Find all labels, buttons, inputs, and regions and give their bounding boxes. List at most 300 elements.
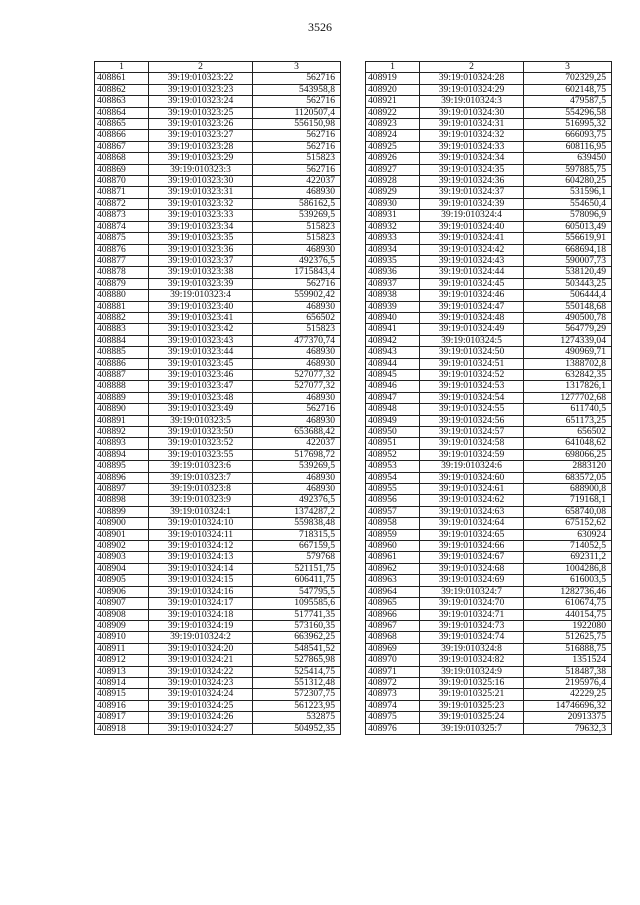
row-number-cell: 408895 xyxy=(95,461,149,472)
table-row xyxy=(95,632,341,643)
cadastral-number-cell: 39:19:010324:65 xyxy=(420,529,524,540)
cadastral-number-cell: 39:19:010324:13 xyxy=(149,552,253,563)
table-row xyxy=(95,392,341,403)
value-cell: 516888,75 xyxy=(524,643,612,654)
row-number-cell: 408920 xyxy=(366,84,420,95)
value-cell: 559902,42 xyxy=(253,290,341,301)
row-number-cell: 408901 xyxy=(95,529,149,540)
cadastral-number-cell: 39:19:010323:27 xyxy=(149,130,253,141)
table-row xyxy=(366,472,612,483)
cadastral-number-cell: 39:19:010323:6 xyxy=(149,461,253,472)
cadastral-number-cell: 39:19:010324:56 xyxy=(420,415,524,426)
row-number-cell: 408961 xyxy=(366,552,420,563)
value-cell: 656502 xyxy=(524,427,612,438)
table-row xyxy=(95,541,341,552)
row-number-cell: 408940 xyxy=(366,312,420,323)
row-number-cell: 408907 xyxy=(95,598,149,609)
table-row xyxy=(366,712,612,723)
table-row xyxy=(95,427,341,438)
value-cell: 532875 xyxy=(253,712,341,723)
table-row xyxy=(95,643,341,654)
cadastral-number-cell: 39:19:010324:30 xyxy=(420,107,524,118)
value-cell: 539269,5 xyxy=(253,210,341,221)
cadastral-number-cell: 39:19:010324:3 xyxy=(420,96,524,107)
table-row xyxy=(366,392,612,403)
table-row xyxy=(95,301,341,312)
value-cell: 492376,5 xyxy=(253,495,341,506)
cadastral-number-cell: 39:19:010324:74 xyxy=(420,632,524,643)
cadastral-number-cell: 39:19:010324:61 xyxy=(420,484,524,495)
row-number-cell: 408863 xyxy=(95,96,149,107)
table-row xyxy=(366,461,612,472)
row-number-cell: 408925 xyxy=(366,141,420,152)
row-number-cell: 408947 xyxy=(366,392,420,403)
cadastral-number-cell: 39:19:010324:24 xyxy=(149,689,253,700)
cadastral-number-cell: 39:19:010324:27 xyxy=(149,723,253,734)
table-row xyxy=(95,415,341,426)
table-row xyxy=(95,700,341,711)
row-number-cell: 408897 xyxy=(95,484,149,495)
table-row xyxy=(95,119,341,130)
table-row xyxy=(95,472,341,483)
row-number-cell: 408937 xyxy=(366,278,420,289)
cadastral-number-cell: 39:19:010324:62 xyxy=(420,495,524,506)
value-cell: 719168,1 xyxy=(524,495,612,506)
row-number-cell: 408952 xyxy=(366,449,420,460)
row-number-cell: 408914 xyxy=(95,677,149,688)
row-number-cell: 408958 xyxy=(366,518,420,529)
cadastral-number-cell: 39:19:010324:17 xyxy=(149,598,253,609)
row-number-cell: 408879 xyxy=(95,278,149,289)
cadastral-number-cell: 39:19:010324:29 xyxy=(420,84,524,95)
cadastral-number-cell: 39:19:010324:14 xyxy=(149,563,253,574)
value-cell: 503443,25 xyxy=(524,278,612,289)
table-row xyxy=(366,529,612,540)
value-cell: 602148,75 xyxy=(524,84,612,95)
table-row xyxy=(95,518,341,529)
row-number-cell: 408887 xyxy=(95,369,149,380)
table-row xyxy=(95,221,341,232)
value-cell: 605013,49 xyxy=(524,221,612,232)
row-number-cell: 408869 xyxy=(95,164,149,175)
table-row xyxy=(366,130,612,141)
row-number-cell: 408878 xyxy=(95,267,149,278)
table-row xyxy=(366,643,612,654)
value-cell: 518487,38 xyxy=(524,666,612,677)
table-header-row xyxy=(95,62,341,73)
row-number-cell: 408931 xyxy=(366,210,420,221)
row-number-cell: 408922 xyxy=(366,107,420,118)
table-row xyxy=(95,461,341,472)
cadastral-number-cell: 39:19:010324:57 xyxy=(420,427,524,438)
row-number-cell: 408942 xyxy=(366,335,420,346)
row-number-cell: 408935 xyxy=(366,255,420,266)
row-number-cell: 408891 xyxy=(95,415,149,426)
value-cell: 468930 xyxy=(253,358,341,369)
value-cell: 515823 xyxy=(253,233,341,244)
row-number-cell: 408868 xyxy=(95,153,149,164)
cadastral-number-cell: 39:19:010323:5 xyxy=(149,415,253,426)
table-row xyxy=(95,598,341,609)
cadastral-number-cell: 39:19:010324:43 xyxy=(420,255,524,266)
table-row xyxy=(366,666,612,677)
value-cell: 651173,25 xyxy=(524,415,612,426)
cadastral-number-cell: 39:19:010324:34 xyxy=(420,153,524,164)
row-number-cell: 408929 xyxy=(366,187,420,198)
cadastral-number-cell: 39:19:010324:73 xyxy=(420,620,524,631)
cadastral-number-cell: 39:19:010323:22 xyxy=(149,73,253,84)
value-cell: 663962,25 xyxy=(253,632,341,643)
value-cell: 479587,5 xyxy=(524,96,612,107)
cadastral-number-cell: 39:19:010323:28 xyxy=(149,141,253,152)
table-row xyxy=(95,198,341,209)
row-number-cell: 408939 xyxy=(366,301,420,312)
value-cell: 506444,4 xyxy=(524,290,612,301)
table-row xyxy=(366,255,612,266)
value-cell: 527077,32 xyxy=(253,381,341,392)
value-cell: 656502 xyxy=(253,312,341,323)
value-cell: 468930 xyxy=(253,244,341,255)
row-number-cell: 408884 xyxy=(95,335,149,346)
table-row xyxy=(95,73,341,84)
value-cell: 702329,25 xyxy=(524,73,612,84)
cadastral-number-cell: 39:19:010323:48 xyxy=(149,392,253,403)
table-row xyxy=(366,415,612,426)
value-cell: 1274339,04 xyxy=(524,335,612,346)
row-number-cell: 408975 xyxy=(366,712,420,723)
row-number-cell: 408949 xyxy=(366,415,420,426)
value-cell: 698066,25 xyxy=(524,449,612,460)
value-cell: 527865,98 xyxy=(253,655,341,666)
value-cell: 1120507,4 xyxy=(253,107,341,118)
row-number-cell: 408945 xyxy=(366,369,420,380)
row-number-cell: 408919 xyxy=(366,73,420,84)
row-number-cell: 408964 xyxy=(366,586,420,597)
row-number-cell: 408896 xyxy=(95,472,149,483)
cadastral-number-cell: 39:19:010324:39 xyxy=(420,198,524,209)
cadastral-number-cell: 39:19:010324:70 xyxy=(420,598,524,609)
cadastral-number-cell: 39:19:010324:42 xyxy=(420,244,524,255)
cadastral-number-cell: 39:19:010323:7 xyxy=(149,472,253,483)
row-number-cell: 408889 xyxy=(95,392,149,403)
table-row xyxy=(366,677,612,688)
value-cell: 517698,72 xyxy=(253,449,341,460)
row-number-cell: 408954 xyxy=(366,472,420,483)
table-row xyxy=(366,119,612,130)
table-row xyxy=(95,141,341,152)
cadastral-number-cell: 39:19:010324:68 xyxy=(420,563,524,574)
row-number-cell: 408911 xyxy=(95,643,149,654)
cadastral-number-cell: 39:19:010323:32 xyxy=(149,198,253,209)
value-cell: 20913375 xyxy=(524,712,612,723)
row-number-cell: 408938 xyxy=(366,290,420,301)
table-row xyxy=(95,484,341,495)
row-number-cell: 408936 xyxy=(366,267,420,278)
table-row xyxy=(95,84,341,95)
table-row xyxy=(366,369,612,380)
table-row xyxy=(95,677,341,688)
row-number-cell: 408913 xyxy=(95,666,149,677)
table-row xyxy=(95,438,341,449)
row-number-cell: 408973 xyxy=(366,689,420,700)
value-cell: 562716 xyxy=(253,130,341,141)
cadastral-number-cell: 39:19:010323:44 xyxy=(149,347,253,358)
row-number-cell: 408930 xyxy=(366,198,420,209)
value-cell: 611740,5 xyxy=(524,404,612,415)
value-cell: 556150,98 xyxy=(253,119,341,130)
value-cell: 539269,5 xyxy=(253,461,341,472)
table-row xyxy=(366,233,612,244)
cadastral-number-cell: 39:19:010323:34 xyxy=(149,221,253,232)
value-cell: 632842,35 xyxy=(524,369,612,380)
row-number-cell: 408876 xyxy=(95,244,149,255)
value-cell: 590007,73 xyxy=(524,255,612,266)
row-number-cell: 408903 xyxy=(95,552,149,563)
table-row xyxy=(95,96,341,107)
cadastral-number-cell: 39:19:010323:45 xyxy=(149,358,253,369)
value-cell: 468930 xyxy=(253,415,341,426)
cadastral-number-cell: 39:19:010324:49 xyxy=(420,324,524,335)
cadastral-number-cell: 39:19:010323:41 xyxy=(149,312,253,323)
row-number-cell: 408962 xyxy=(366,563,420,574)
value-cell: 550148,68 xyxy=(524,301,612,312)
table-row xyxy=(95,689,341,700)
cadastral-number-cell: 39:19:010324:2 xyxy=(149,632,253,643)
cadastral-number-cell: 39:19:010323:40 xyxy=(149,301,253,312)
cadastral-number-cell: 39:19:010324:20 xyxy=(149,643,253,654)
table-row xyxy=(366,312,612,323)
table-row xyxy=(366,552,612,563)
cadastral-number-cell: 39:19:010323:38 xyxy=(149,267,253,278)
cadastral-number-cell: 39:19:010323:4 xyxy=(149,290,253,301)
value-cell: 639450 xyxy=(524,153,612,164)
column-header: 2 xyxy=(420,62,524,73)
row-number-cell: 408873 xyxy=(95,210,149,221)
row-number-cell: 408862 xyxy=(95,84,149,95)
value-cell: 606411,75 xyxy=(253,575,341,586)
column-header: 1 xyxy=(95,62,149,73)
cadastral-number-cell: 39:19:010324:23 xyxy=(149,677,253,688)
table-row xyxy=(366,324,612,335)
value-cell: 468930 xyxy=(253,392,341,403)
value-cell: 667159,5 xyxy=(253,541,341,552)
cadastral-number-cell: 39:19:010324:47 xyxy=(420,301,524,312)
table-row xyxy=(366,290,612,301)
table-row xyxy=(366,495,612,506)
cadastral-number-cell: 39:19:010324:4 xyxy=(420,210,524,221)
value-cell: 538120,49 xyxy=(524,267,612,278)
row-number-cell: 408932 xyxy=(366,221,420,232)
table-row xyxy=(95,712,341,723)
cadastral-number-cell: 39:19:010324:44 xyxy=(420,267,524,278)
registry-table-right xyxy=(365,61,612,735)
row-number-cell: 408910 xyxy=(95,632,149,643)
table-header-row xyxy=(366,62,612,73)
table-row xyxy=(366,84,612,95)
table-row xyxy=(366,427,612,438)
cadastral-number-cell: 39:19:010324:19 xyxy=(149,620,253,631)
cadastral-number-cell: 39:19:010324:58 xyxy=(420,438,524,449)
value-cell: 562716 xyxy=(253,96,341,107)
cadastral-number-cell: 39:19:010324:12 xyxy=(149,541,253,552)
row-number-cell: 408902 xyxy=(95,541,149,552)
row-number-cell: 408894 xyxy=(95,449,149,460)
row-number-cell: 408890 xyxy=(95,404,149,415)
table-row xyxy=(95,176,341,187)
row-number-cell: 408881 xyxy=(95,301,149,312)
row-number-cell: 408972 xyxy=(366,677,420,688)
row-number-cell: 408915 xyxy=(95,689,149,700)
row-number-cell: 408970 xyxy=(366,655,420,666)
row-number-cell: 408956 xyxy=(366,495,420,506)
table-row xyxy=(95,404,341,415)
value-cell: 714052,5 xyxy=(524,541,612,552)
table-row xyxy=(95,655,341,666)
row-number-cell: 408906 xyxy=(95,586,149,597)
table-row xyxy=(366,404,612,415)
value-cell: 477370,74 xyxy=(253,335,341,346)
row-number-cell: 408874 xyxy=(95,221,149,232)
row-number-cell: 408976 xyxy=(366,723,420,734)
table-row xyxy=(366,518,612,529)
value-cell: 492376,5 xyxy=(253,255,341,266)
cadastral-number-cell: 39:19:010323:26 xyxy=(149,119,253,130)
row-number-cell: 408943 xyxy=(366,347,420,358)
table-row xyxy=(95,335,341,346)
cadastral-number-cell: 39:19:010324:25 xyxy=(149,700,253,711)
table-row xyxy=(95,723,341,734)
value-cell: 42229,25 xyxy=(524,689,612,700)
table-row xyxy=(95,347,341,358)
value-cell: 2883120 xyxy=(524,461,612,472)
table-row xyxy=(95,210,341,221)
cadastral-number-cell: 39:19:010323:43 xyxy=(149,335,253,346)
row-number-cell: 408900 xyxy=(95,518,149,529)
value-cell: 604280,25 xyxy=(524,176,612,187)
table-row xyxy=(366,700,612,711)
value-cell: 14746696,32 xyxy=(524,700,612,711)
row-number-cell: 408866 xyxy=(95,130,149,141)
cadastral-number-cell: 39:19:010323:39 xyxy=(149,278,253,289)
row-number-cell: 408921 xyxy=(366,96,420,107)
value-cell: 1004286,8 xyxy=(524,563,612,574)
value-cell: 468930 xyxy=(253,472,341,483)
value-cell: 653688,42 xyxy=(253,427,341,438)
value-cell: 531596,1 xyxy=(524,187,612,198)
cadastral-number-cell: 39:19:010324:32 xyxy=(420,130,524,141)
value-cell: 641048,62 xyxy=(524,438,612,449)
cadastral-number-cell: 39:19:010323:46 xyxy=(149,369,253,380)
cadastral-number-cell: 39:19:010324:69 xyxy=(420,575,524,586)
value-cell: 692311,2 xyxy=(524,552,612,563)
cadastral-number-cell: 39:19:010324:5 xyxy=(420,335,524,346)
table-row xyxy=(366,335,612,346)
value-cell: 1095585,6 xyxy=(253,598,341,609)
cadastral-number-cell: 39:19:010324:51 xyxy=(420,358,524,369)
table-row xyxy=(95,233,341,244)
row-number-cell: 408934 xyxy=(366,244,420,255)
row-number-cell: 408967 xyxy=(366,620,420,631)
value-cell: 559838,48 xyxy=(253,518,341,529)
column-header: 1 xyxy=(366,62,420,73)
table-row xyxy=(95,153,341,164)
row-number-cell: 408971 xyxy=(366,666,420,677)
table-right-body xyxy=(366,62,612,735)
cadastral-number-cell: 39:19:010324:15 xyxy=(149,575,253,586)
table-row xyxy=(95,495,341,506)
table-row xyxy=(95,244,341,255)
cadastral-number-cell: 39:19:010323:37 xyxy=(149,255,253,266)
value-cell: 1351524 xyxy=(524,655,612,666)
cadastral-number-cell: 39:19:010323:3 xyxy=(149,164,253,175)
table-row xyxy=(366,575,612,586)
value-cell: 515823 xyxy=(253,221,341,232)
row-number-cell: 408892 xyxy=(95,427,149,438)
cadastral-number-cell: 39:19:010323:30 xyxy=(149,176,253,187)
table-row xyxy=(95,324,341,335)
table-row xyxy=(366,153,612,164)
value-cell: 440154,75 xyxy=(524,609,612,620)
row-number-cell: 408966 xyxy=(366,609,420,620)
value-cell: 675152,62 xyxy=(524,518,612,529)
table-row xyxy=(366,609,612,620)
table-row xyxy=(366,689,612,700)
value-cell: 468930 xyxy=(253,301,341,312)
cadastral-number-cell: 39:19:010324:1 xyxy=(149,506,253,517)
cadastral-number-cell: 39:19:010325:24 xyxy=(420,712,524,723)
cadastral-number-cell: 39:19:010324:8 xyxy=(420,643,524,654)
table-row xyxy=(95,312,341,323)
table-row xyxy=(366,449,612,460)
value-cell: 422037 xyxy=(253,176,341,187)
row-number-cell: 408923 xyxy=(366,119,420,130)
value-cell: 562716 xyxy=(253,73,341,84)
table-row xyxy=(366,438,612,449)
cadastral-number-cell: 39:19:010323:47 xyxy=(149,381,253,392)
value-cell: 490969,71 xyxy=(524,347,612,358)
row-number-cell: 408872 xyxy=(95,198,149,209)
value-cell: 562716 xyxy=(253,278,341,289)
value-cell: 515823 xyxy=(253,153,341,164)
column-header: 2 xyxy=(149,62,253,73)
cadastral-number-cell: 39:19:010325:7 xyxy=(420,723,524,734)
value-cell: 616003,5 xyxy=(524,575,612,586)
row-number-cell: 408909 xyxy=(95,620,149,631)
value-cell: 718315,5 xyxy=(253,529,341,540)
value-cell: 504952,35 xyxy=(253,723,341,734)
row-number-cell: 408933 xyxy=(366,233,420,244)
cadastral-number-cell: 39:19:010324:36 xyxy=(420,176,524,187)
table-row xyxy=(366,301,612,312)
table-row xyxy=(95,620,341,631)
value-cell: 1282736,46 xyxy=(524,586,612,597)
cadastral-number-cell: 39:19:010324:21 xyxy=(149,655,253,666)
table-row xyxy=(366,598,612,609)
row-number-cell: 408918 xyxy=(95,723,149,734)
table-row xyxy=(95,164,341,175)
value-cell: 562716 xyxy=(253,404,341,415)
cadastral-number-cell: 39:19:010324:33 xyxy=(420,141,524,152)
row-number-cell: 408951 xyxy=(366,438,420,449)
row-number-cell: 408946 xyxy=(366,381,420,392)
cadastral-number-cell: 39:19:010324:11 xyxy=(149,529,253,540)
table-row xyxy=(95,586,341,597)
cadastral-number-cell: 39:19:010324:26 xyxy=(149,712,253,723)
value-cell: 573160,35 xyxy=(253,620,341,631)
cadastral-number-cell: 39:19:010323:23 xyxy=(149,84,253,95)
value-cell: 586162,5 xyxy=(253,198,341,209)
cadastral-number-cell: 39:19:010325:21 xyxy=(420,689,524,700)
